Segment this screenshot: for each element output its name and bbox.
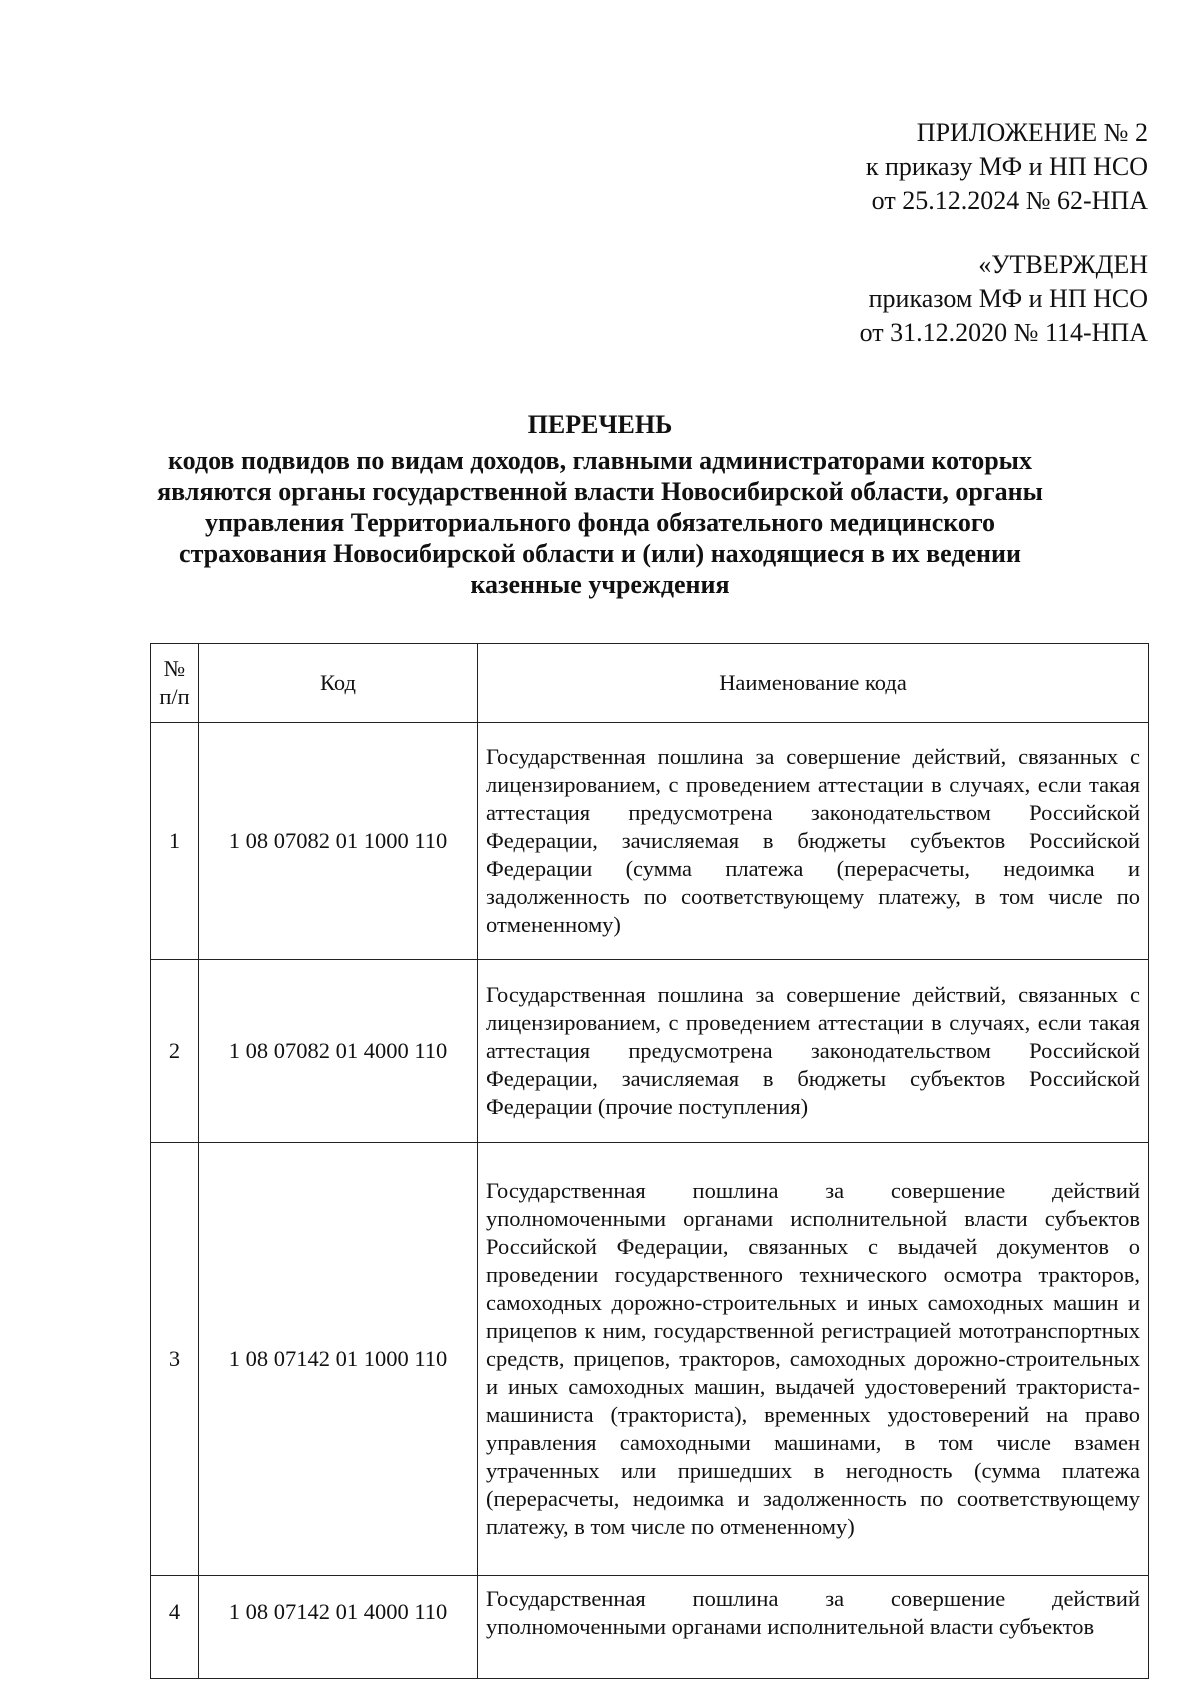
table-row bbox=[151, 1143, 1149, 1576]
appendix-date: от 25.12.2024 № 62-НПА bbox=[871, 186, 1148, 215]
row-number: 1 bbox=[151, 723, 199, 960]
row-name: Государственная пошлина за совершение действий уполномоченными органами исполнительной власти субъектов bbox=[478, 1576, 1149, 1679]
row-number: 4 bbox=[151, 1576, 199, 1679]
subtitle-line: кодов подвидов по видам доходов, главными администраторами которых bbox=[168, 446, 1032, 475]
header-number-abbr: п/п bbox=[159, 684, 190, 709]
approved-block bbox=[548, 248, 1148, 350]
appendix-order: к приказу МФ и НП НСО bbox=[865, 152, 1148, 181]
appendix-number: ПРИЛОЖЕНИЕ № 2 bbox=[916, 118, 1148, 147]
document-title: ПЕРЕЧЕНЬ bbox=[527, 410, 673, 439]
document-subtitle bbox=[100, 445, 1100, 600]
table-row bbox=[151, 960, 1149, 1143]
row-name: Государственная пошлина за совершение действий, связанных с лицензированием, с проведением аттестации в случаях, если такая аттестация предусмотрена законодательством Российской Федерации, зачисляемая в бюджеты субъектов Российской Федерации (прочие поступления) bbox=[478, 960, 1149, 1143]
table-row bbox=[151, 723, 1149, 960]
row-code: 1 08 07082 01 1000 110 bbox=[199, 723, 478, 960]
table-header-row bbox=[151, 644, 1149, 723]
codes-table bbox=[150, 643, 1149, 1679]
row-number: 3 bbox=[151, 1143, 199, 1576]
appendix-block bbox=[548, 116, 1148, 218]
row-number: 2 bbox=[151, 960, 199, 1143]
row-code: 1 08 07082 01 4000 110 bbox=[199, 960, 478, 1143]
subtitle-line: страхования Новосибирской области и (или) находящиеся в их ведении bbox=[179, 539, 1021, 568]
row-code: 1 08 07142 01 4000 110 bbox=[199, 1576, 478, 1679]
header-number-symbol: № bbox=[163, 656, 186, 681]
approved-date: от 31.12.2020 № 114-НПА bbox=[859, 318, 1148, 347]
approved-heading: «УТВЕРЖДЕН bbox=[978, 250, 1148, 279]
row-name: Государственная пошлина за совершение действий уполномоченными органами исполнительной власти субъектов Российской Федерации, связанных с выдачей документов о проведении государственного технического осмотра тракторов, самоходных дорожно-строительных и иных самоходных машин и прицепов к ним, государственной регистрацией мототранспортных средств, прицепов, тракторов, самоходных дорожно-строительных и иных самоходных машин, выдачей удостоверений тракториста-машиниста (тракториста), временных удостоверений на право управления самоходными машинами, в том числе взамен утраченных или пришедших в негодность (сумма платежа (перерасчеты, недоимка и задолженность по соответствующему платежу, в том числе по отмененному) bbox=[478, 1143, 1149, 1576]
header-number bbox=[151, 644, 199, 723]
subtitle-line: являются органы государственной власти Новосибирской области, органы bbox=[157, 477, 1043, 506]
row-code: 1 08 07142 01 1000 110 bbox=[199, 1143, 478, 1576]
header-code: Код bbox=[199, 644, 478, 723]
header-name: Наименование кода bbox=[478, 644, 1149, 723]
approved-order: приказом МФ и НП НСО bbox=[868, 284, 1148, 313]
subtitle-line: казенные учреждения bbox=[470, 570, 730, 599]
table-row bbox=[151, 1576, 1149, 1679]
row-name: Государственная пошлина за совершение действий, связанных с лицензированием, с проведением аттестации в случаях, если такая аттестация предусмотрена законодательством Российской Федерации, зачисляемая в бюджеты субъектов Российской Федерации (сумма платежа (перерасчеты, недоимка и задолженность по соответствующему платежу, в том числе по отмененному) bbox=[478, 723, 1149, 960]
subtitle-line: управления Территориального фонда обязательного медицинского bbox=[204, 508, 996, 537]
